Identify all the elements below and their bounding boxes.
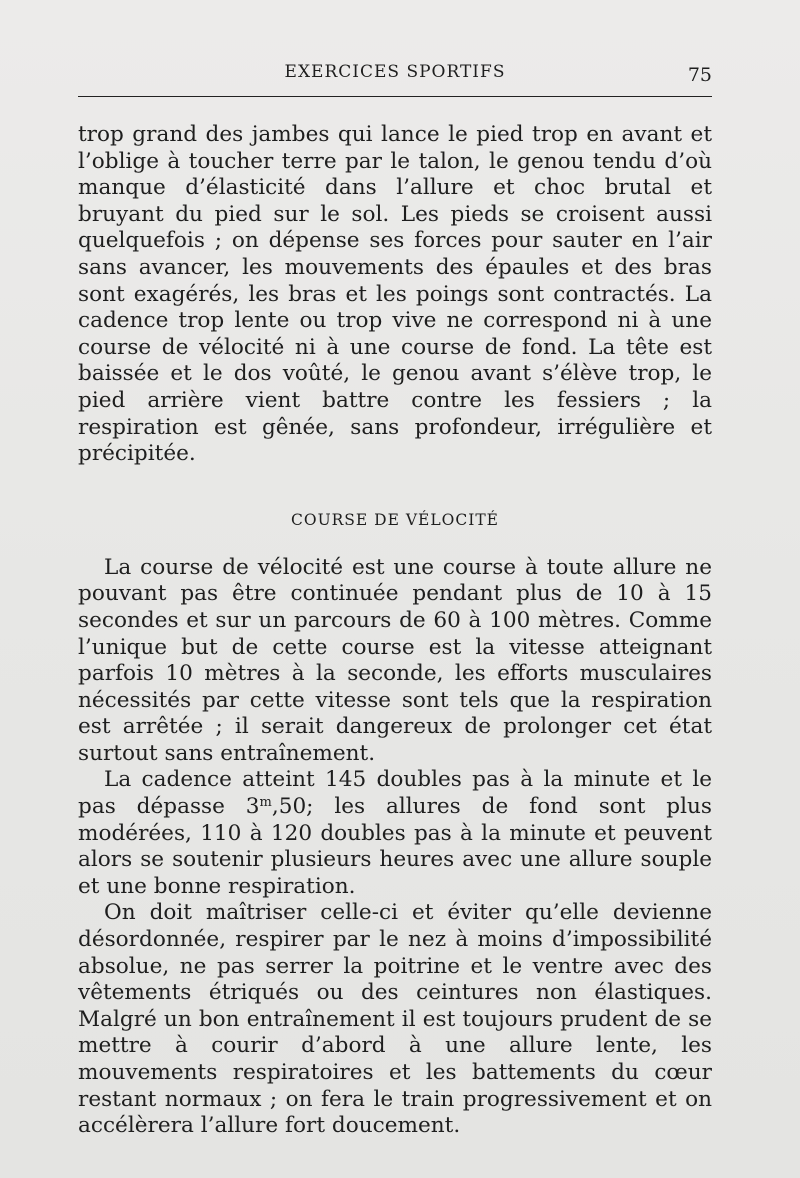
running-head (78, 60, 712, 86)
section-heading: COURSE DE VÉLOCITÉ (291, 510, 499, 529)
body-text (78, 122, 712, 1140)
page-number: 75 (687, 64, 712, 86)
paragraph-definition: La course de vélocité est une course à toute allure ne pouvant pas être continuée pendant plus de 10 à 15 secondes et sur un parcours de 60 à 100 mètres. Comme l’unique but de cette course est la vitesse atteignant parfois 10 mètres à la seconde, les efforts musculaires nécessités par cette vitesse sont tels que la respiration est arrêtée ; il serait dangereux de prolonger cet état surtout sans entraînement. (78, 554, 712, 766)
paragraph-cadence-part-1: La cadence atteint 145 doubles pas à la minute et le pas dépasse 3 (78, 767, 712, 820)
paragraph-cadence (78, 767, 712, 900)
running-head-title: EXERCICES SPORTIFS (284, 62, 506, 82)
paragraph-breathing: On doit maîtriser celle-ci et éviter qu’elle devienne désordonnée, respirer par le nez à moins d’impossibilité absolue, ne pas serrer la poitrine et le ventre avec des vêtements étriqués ou des ceintures non élastiques. Malgré un bon entraînement il est toujours prudent de se mettre à courir d’abord à une allure lente, les mouvements respiratoires et les battements du cœur restant normaux ; on fera le train progressivement et on accélèrera l’allure fort doucement. (78, 900, 712, 1139)
unit-superscript: m (259, 795, 272, 811)
paragraph-continued: trop grand des jambes qui lance le pied trop en avant et l’oblige à toucher terre par le talon, le genou tendu d’où manque d’élasticité dans l’allure et choc brutal et bruyant du pied sur le sol. Les pieds se croisent aussi quelquefois ; on dépense ses forces pour sauter en l’air sans avancer, les mouvements des épaules et des bras sont exagérés, les bras et les poings sont contractés. La cadence trop lente ou trop vive ne correspond ni à une course de vélocité ni à une course de fond. La tête est baissée et le dos voûté, le genou avant s’élève trop, le pied arrière vient battre contre les fessiers ; la respiration est gênée, sans profondeur, irrégulière et précipitée. (78, 122, 712, 467)
paragraph-cadence-part-2: ,50; les allures de fond sont plus modérées, 110 à 120 doubles pas à la minute et peuvent alors se soutenir plusieurs heures avec une allure souple et une bonne respiration. (78, 794, 712, 899)
header-rule (78, 96, 712, 97)
